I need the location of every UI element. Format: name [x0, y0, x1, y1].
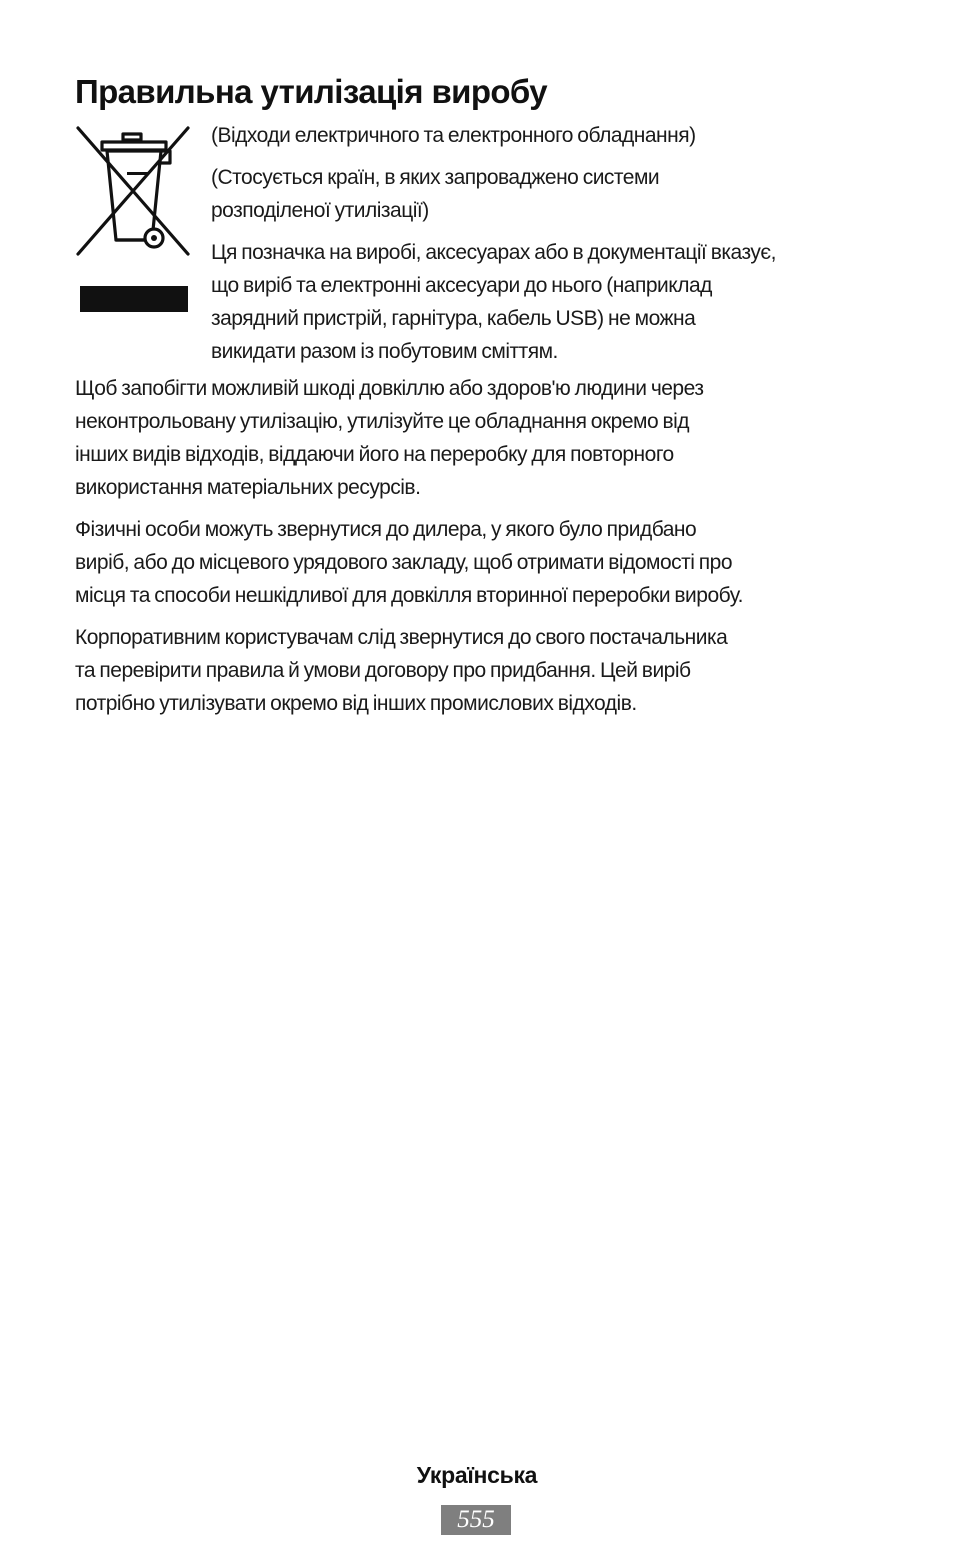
applicability-note-line: (Стосується країн, в яких запроваджено системи	[211, 166, 660, 189]
paragraph-line: інших видів відходів, віддаючи його на переробку для повторного	[75, 443, 674, 466]
mark-description-line: Ця позначка на виробі, аксесуарах або в документації вказує,	[211, 241, 776, 264]
paragraph-line: неконтрольовану утилізацію, утилізуйте це обладнання окремо від	[75, 410, 690, 433]
applicability-note	[211, 161, 891, 227]
weee-caption: (Відходи електричного та електронного обладнання)	[211, 124, 696, 147]
page-number: 555	[441, 1505, 511, 1535]
paragraph-business-users	[75, 621, 885, 720]
paragraph-line: Фізичні особи можуть звернутися до дилера, у якого було придбано	[75, 518, 697, 541]
paragraph-line: потрібно утилізувати окремо від інших промислових відходів.	[75, 692, 637, 715]
paragraph-line: місця та способи нешкідливої для довкілля вторинної переробки виробу.	[75, 584, 743, 607]
paragraph-line: виріб, або до місцевого урядового закладу, щоб отримати відомості про	[75, 551, 732, 574]
page-title: Правильна утилізація виробу	[75, 73, 548, 110]
paragraph-line: Щоб запобігти можливій шкоді довкіллю або здоров'ю людини через	[75, 377, 704, 400]
paragraph-private-users	[75, 513, 885, 612]
paragraph-line: та перевірити правила й умови договору про придбання. Цей виріб	[75, 659, 691, 682]
intro-block	[211, 119, 891, 377]
mark-description-line: що виріб та електронні аксесуари до нього (наприклад	[211, 274, 712, 297]
paragraph-environment	[75, 372, 885, 504]
footer-language: Українська	[416, 1462, 538, 1488]
applicability-note-line: розподіленої утилізації)	[211, 199, 429, 222]
paragraph-line: Корпоративним користувачам слід звернутися до свого постачальника	[75, 626, 728, 649]
mark-description-line: викидати разом із побутовим сміттям.	[211, 340, 558, 363]
paragraph-line: використання матеріальних ресурсів.	[75, 476, 421, 499]
crossed-out-wheelie-bin-icon	[72, 120, 194, 262]
weee-date-bar	[80, 286, 188, 312]
mark-description-line: зарядний пристрій, гарнітура, кабель USB) не можна	[211, 307, 696, 330]
mark-description	[211, 236, 891, 368]
body-text	[75, 372, 885, 729]
